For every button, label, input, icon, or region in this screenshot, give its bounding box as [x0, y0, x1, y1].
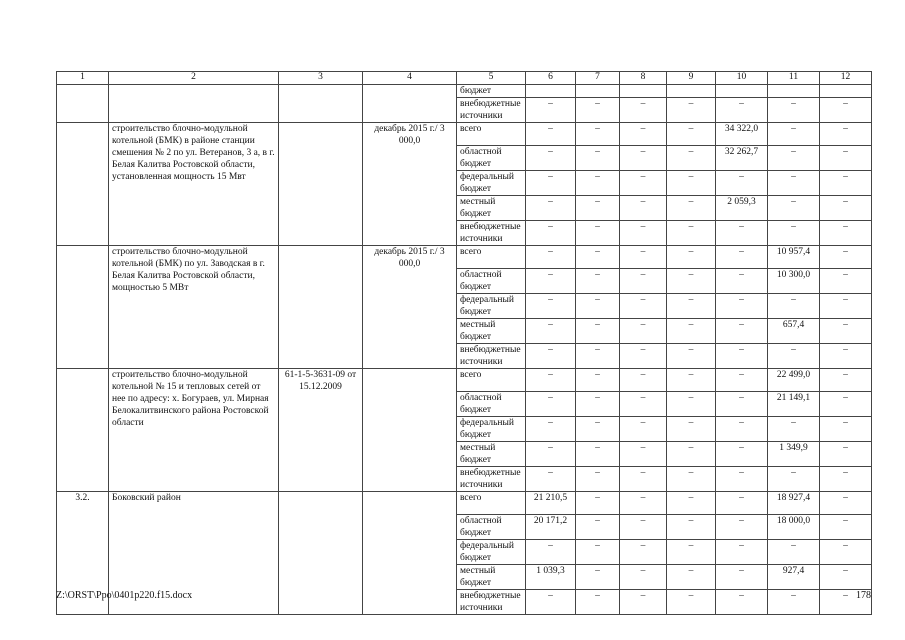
amount-cell: – — [576, 492, 620, 515]
document-ref — [279, 246, 363, 369]
amount-cell: – — [576, 146, 620, 171]
amount-cell: – — [667, 196, 716, 221]
amount-cell: – — [667, 294, 716, 319]
amount-cell: – — [820, 146, 872, 171]
header-cell: 1 — [57, 72, 109, 85]
amount-cell: – — [526, 590, 576, 615]
amount-cell: – — [620, 269, 667, 294]
budget-table — [56, 71, 872, 615]
amount-cell: – — [576, 540, 620, 565]
amount-cell: – — [716, 540, 768, 565]
amount-cell — [667, 85, 716, 98]
funding-source: всего — [457, 492, 526, 515]
amount-cell: – — [667, 319, 716, 344]
amount-cell: – — [716, 417, 768, 442]
amount-cell: 32 262,7 — [716, 146, 768, 171]
amount-cell: – — [620, 565, 667, 590]
header-cell: 9 — [667, 72, 716, 85]
amount-cell: – — [620, 392, 667, 417]
amount-cell: – — [667, 146, 716, 171]
amount-cell: – — [526, 467, 576, 492]
item-number — [57, 246, 109, 369]
funding-source: областной бюджет — [457, 515, 526, 540]
amount-cell: 2 059,3 — [716, 196, 768, 221]
amount-cell: – — [667, 269, 716, 294]
header-cell: 7 — [576, 72, 620, 85]
amount-cell: – — [768, 98, 820, 123]
amount-cell: – — [576, 565, 620, 590]
amount-cell: – — [820, 442, 872, 467]
amount-cell: – — [768, 171, 820, 196]
amount-cell: – — [620, 146, 667, 171]
amount-cell: – — [716, 319, 768, 344]
amount-cell — [768, 85, 820, 98]
document-ref: 61-1-5-3631-09 от 15.12.2009 — [279, 369, 363, 492]
amount-cell: – — [576, 392, 620, 417]
amount-cell: – — [667, 369, 716, 392]
amount-cell: – — [667, 344, 716, 369]
amount-cell: – — [820, 196, 872, 221]
amount-cell: – — [526, 98, 576, 123]
header-row — [57, 72, 872, 85]
funding-source: местный бюджет — [457, 442, 526, 467]
amount-cell: 10 300,0 — [768, 269, 820, 294]
header-cell: 6 — [526, 72, 576, 85]
amount-cell: 657,4 — [768, 319, 820, 344]
amount-cell: – — [576, 319, 620, 344]
amount-cell: – — [667, 123, 716, 146]
deadline-cost — [363, 85, 457, 123]
object-name: строительство блочно-модульной котельной (БМК) в районе станции смешения № 2 по ул. Ветеранов, 3 а, в г. Белая Калитва Ростовской области, установленная мощность 15 Мвт — [109, 123, 279, 246]
amount-cell: 927,4 — [768, 565, 820, 590]
page-number: 178 — [856, 590, 871, 601]
amount-cell: – — [768, 221, 820, 246]
amount-cell: – — [667, 246, 716, 269]
funding-source: областной бюджет — [457, 269, 526, 294]
funding-source: всего — [457, 246, 526, 269]
funding-source: внебюджетные источники — [457, 590, 526, 615]
amount-cell: – — [620, 492, 667, 515]
amount-cell: – — [768, 294, 820, 319]
amount-cell: – — [716, 515, 768, 540]
amount-cell: 34 322,0 — [716, 123, 768, 146]
amount-cell: – — [576, 369, 620, 392]
funding-source: федеральный бюджет — [457, 540, 526, 565]
amount-cell: – — [526, 196, 576, 221]
funding-source: внебюджетные источники — [457, 344, 526, 369]
amount-cell: – — [526, 319, 576, 344]
amount-cell: – — [576, 123, 620, 146]
amount-cell: – — [716, 442, 768, 467]
amount-cell: – — [576, 590, 620, 615]
amount-cell: – — [820, 515, 872, 540]
amount-cell: – — [820, 467, 872, 492]
document-ref — [279, 123, 363, 246]
amount-cell: – — [620, 540, 667, 565]
amount-cell: – — [716, 294, 768, 319]
amount-cell: – — [526, 392, 576, 417]
amount-cell: – — [576, 467, 620, 492]
amount-cell: – — [820, 392, 872, 417]
deadline-cost — [363, 369, 457, 492]
amount-cell: – — [526, 221, 576, 246]
amount-cell: – — [820, 98, 872, 123]
table-row — [57, 85, 872, 98]
amount-cell: – — [620, 590, 667, 615]
table-row — [57, 369, 872, 392]
funding-source: местный бюджет — [457, 196, 526, 221]
amount-cell: – — [667, 98, 716, 123]
amount-cell: 10 957,4 — [768, 246, 820, 269]
amount-cell: – — [820, 344, 872, 369]
amount-cell: – — [620, 467, 667, 492]
object-name: Боковский район — [109, 492, 279, 615]
amount-cell: 21 210,5 — [526, 492, 576, 515]
amount-cell: – — [526, 369, 576, 392]
amount-cell: – — [716, 492, 768, 515]
amount-cell: – — [576, 221, 620, 246]
amount-cell: – — [620, 196, 667, 221]
amount-cell: – — [716, 269, 768, 294]
amount-cell: – — [716, 171, 768, 196]
amount-cell: – — [576, 196, 620, 221]
amount-cell: – — [620, 417, 667, 442]
amount-cell: – — [820, 492, 872, 515]
item-number — [57, 85, 109, 123]
funding-source: областной бюджет — [457, 146, 526, 171]
item-number: 3.2. — [57, 492, 109, 615]
header-cell: 4 — [363, 72, 457, 85]
funding-source: внебюджетные источники — [457, 467, 526, 492]
funding-source: федеральный бюджет — [457, 294, 526, 319]
header-cell: 12 — [820, 72, 872, 85]
object-name: строительство блочно-модульной котельной № 15 и тепловых сетей от нее по адресу: х. Богураев, ул. Мирная Белокалитвинского района Ростовской области — [109, 369, 279, 492]
funding-source: внебюджетные источники — [457, 221, 526, 246]
amount-cell: – — [768, 590, 820, 615]
amount-cell: – — [768, 540, 820, 565]
amount-cell: – — [768, 146, 820, 171]
amount-cell: – — [820, 319, 872, 344]
budget-table-sheet — [56, 71, 871, 615]
funding-source: местный бюджет — [457, 565, 526, 590]
amount-cell: – — [667, 171, 716, 196]
amount-cell: – — [620, 369, 667, 392]
funding-source: внебюджетные источники — [457, 98, 526, 123]
amount-cell: – — [716, 246, 768, 269]
amount-cell — [526, 85, 576, 98]
amount-cell: – — [716, 369, 768, 392]
amount-cell: – — [667, 540, 716, 565]
amount-cell: – — [667, 515, 716, 540]
amount-cell: – — [526, 294, 576, 319]
deadline-cost: декабрь 2015 г./ 3 000,0 — [363, 123, 457, 246]
document-ref — [279, 492, 363, 615]
funding-source: всего — [457, 123, 526, 146]
funding-source: областной бюджет — [457, 392, 526, 417]
amount-cell: – — [620, 344, 667, 369]
header-cell: 11 — [768, 72, 820, 85]
amount-cell — [820, 85, 872, 98]
amount-cell: – — [667, 417, 716, 442]
amount-cell: – — [620, 442, 667, 467]
amount-cell: – — [820, 221, 872, 246]
amount-cell: – — [667, 221, 716, 246]
amount-cell: 22 499,0 — [768, 369, 820, 392]
amount-cell: – — [526, 146, 576, 171]
amount-cell: – — [820, 565, 872, 590]
amount-cell: – — [526, 123, 576, 146]
document-ref — [279, 85, 363, 123]
table-row — [57, 123, 872, 146]
amount-cell: – — [620, 515, 667, 540]
funding-source: всего — [457, 369, 526, 392]
amount-cell: 21 149,1 — [768, 392, 820, 417]
amount-cell: – — [820, 417, 872, 442]
amount-cell: – — [526, 246, 576, 269]
amount-cell: 1 039,3 — [526, 565, 576, 590]
amount-cell: – — [716, 221, 768, 246]
amount-cell: – — [576, 98, 620, 123]
amount-cell: – — [620, 319, 667, 344]
amount-cell: 1 349,9 — [768, 442, 820, 467]
header-cell: 3 — [279, 72, 363, 85]
amount-cell: – — [576, 294, 620, 319]
amount-cell: – — [820, 590, 872, 615]
header-cell: 2 — [109, 72, 279, 85]
object-name — [109, 85, 279, 123]
amount-cell: – — [526, 269, 576, 294]
amount-cell: – — [526, 171, 576, 196]
amount-cell: – — [820, 246, 872, 269]
amount-cell: – — [576, 344, 620, 369]
amount-cell: – — [716, 565, 768, 590]
amount-cell: – — [768, 467, 820, 492]
funding-source: федеральный бюджет — [457, 417, 526, 442]
amount-cell: – — [716, 467, 768, 492]
amount-cell: 18 000,0 — [768, 515, 820, 540]
amount-cell: – — [716, 98, 768, 123]
amount-cell: – — [576, 515, 620, 540]
table-row — [57, 246, 872, 269]
amount-cell: – — [667, 590, 716, 615]
amount-cell: – — [820, 269, 872, 294]
amount-cell: – — [716, 344, 768, 369]
amount-cell: – — [667, 442, 716, 467]
amount-cell: – — [716, 392, 768, 417]
amount-cell: – — [768, 417, 820, 442]
header-cell: 10 — [716, 72, 768, 85]
header-cell: 8 — [620, 72, 667, 85]
file-path: Z:\ORST\Ppo\0401p220.f15.docx — [56, 590, 193, 601]
amount-cell: – — [576, 171, 620, 196]
amount-cell: – — [820, 171, 872, 196]
amount-cell: – — [820, 123, 872, 146]
amount-cell: 20 171,2 — [526, 515, 576, 540]
amount-cell: – — [526, 540, 576, 565]
amount-cell: – — [620, 98, 667, 123]
deadline-cost: декабрь 2015 г./ 3 000,0 — [363, 246, 457, 369]
item-number — [57, 369, 109, 492]
amount-cell: – — [576, 442, 620, 467]
amount-cell: – — [620, 171, 667, 196]
amount-cell: – — [576, 246, 620, 269]
amount-cell: – — [576, 417, 620, 442]
amount-cell: – — [526, 344, 576, 369]
deadline-cost — [363, 492, 457, 615]
funding-source: бюджет — [457, 85, 526, 98]
amount-cell: – — [667, 565, 716, 590]
amount-cell: – — [526, 417, 576, 442]
amount-cell: – — [620, 294, 667, 319]
amount-cell: – — [576, 269, 620, 294]
amount-cell — [576, 85, 620, 98]
amount-cell — [620, 85, 667, 98]
item-number — [57, 123, 109, 246]
funding-source: местный бюджет — [457, 319, 526, 344]
amount-cell: – — [716, 590, 768, 615]
header-cell: 5 — [457, 72, 526, 85]
amount-cell: – — [620, 221, 667, 246]
amount-cell: – — [820, 540, 872, 565]
amount-cell: – — [820, 369, 872, 392]
amount-cell: – — [620, 123, 667, 146]
amount-cell: – — [620, 246, 667, 269]
object-name: строительство блочно-модульной котельной (БМК) по ул. Заводская в г. Белая Калитва Ростовской области, мощностью 5 МВт — [109, 246, 279, 369]
amount-cell: – — [667, 392, 716, 417]
amount-cell: – — [768, 196, 820, 221]
amount-cell: – — [768, 344, 820, 369]
amount-cell: – — [667, 492, 716, 515]
amount-cell: – — [526, 442, 576, 467]
amount-cell: 18 927,4 — [768, 492, 820, 515]
funding-source: федеральный бюджет — [457, 171, 526, 196]
amount-cell: – — [820, 294, 872, 319]
amount-cell — [716, 85, 768, 98]
amount-cell: – — [667, 467, 716, 492]
amount-cell: – — [768, 123, 820, 146]
table-row — [57, 492, 872, 515]
